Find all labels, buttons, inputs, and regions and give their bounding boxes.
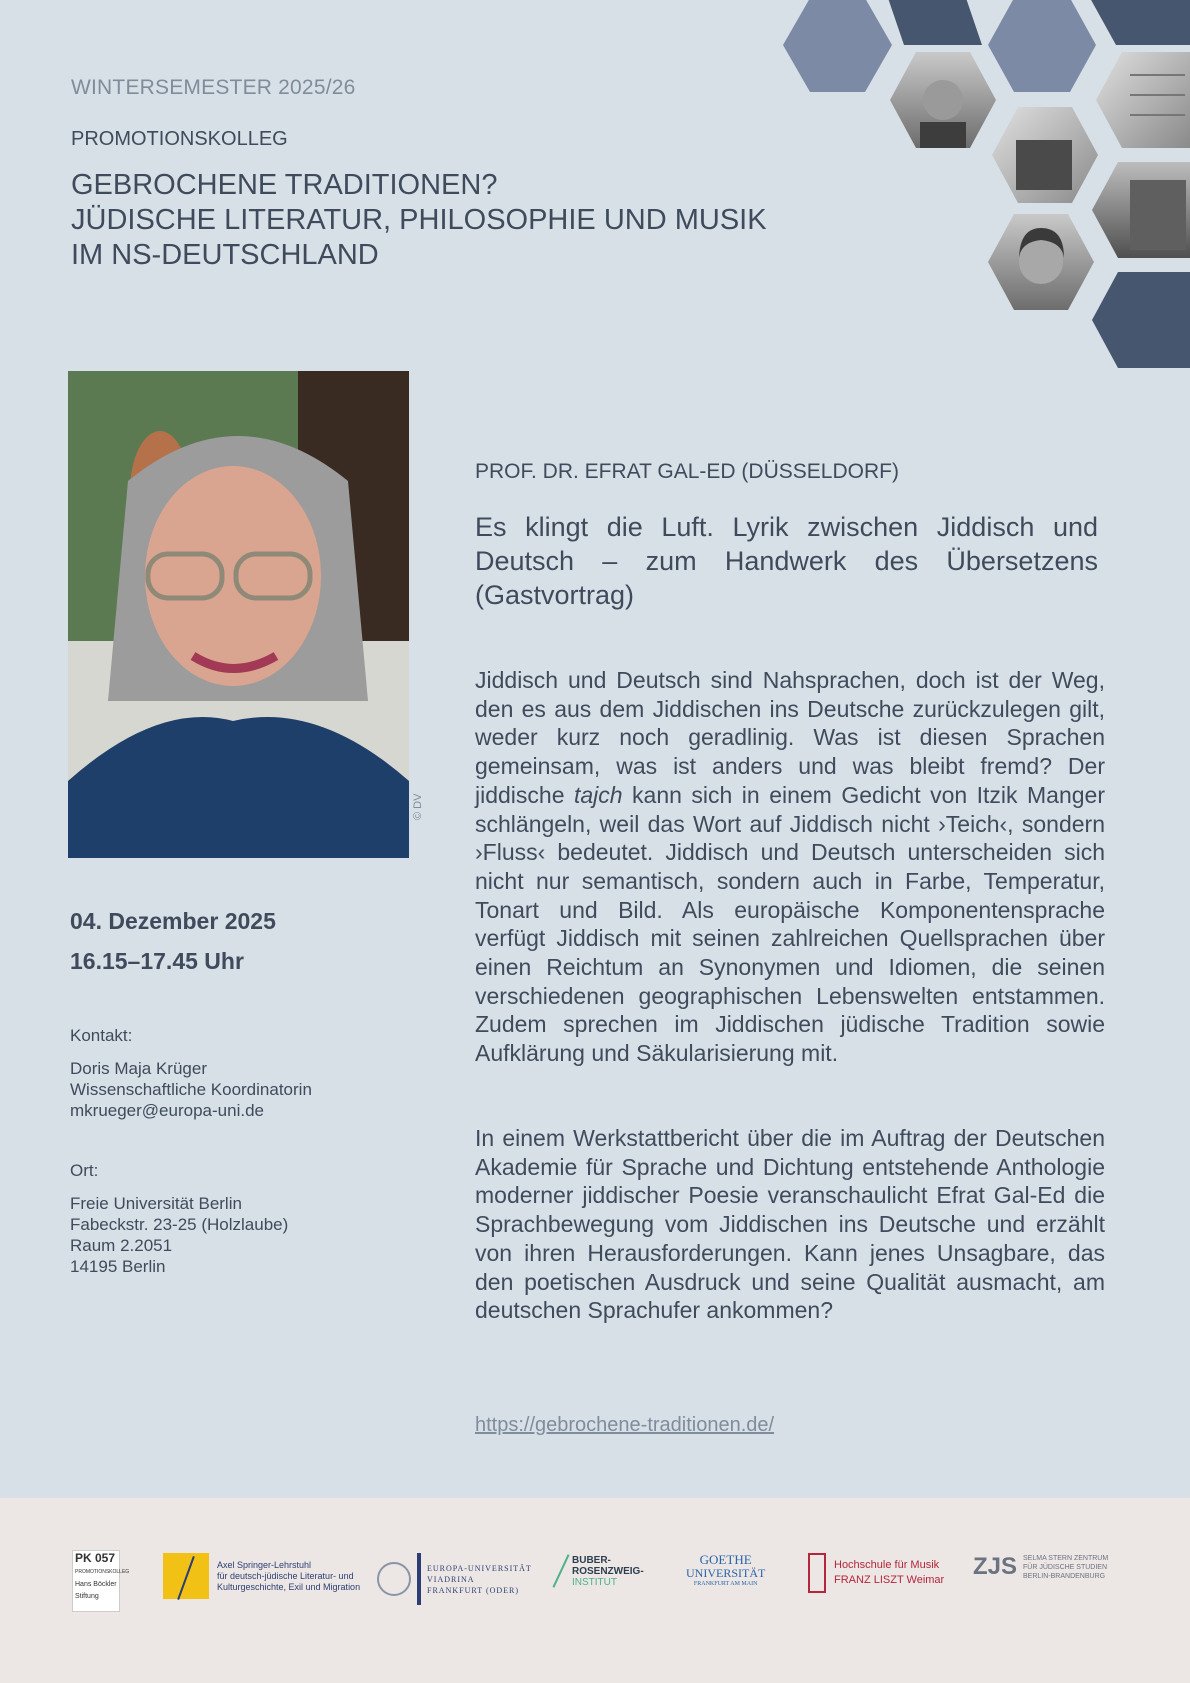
event-time: 16.15–17.45 Uhr	[70, 948, 244, 974]
abstract-p1-start: Jiddisch und Deutsch sind Nahsprachen, doch ist der Weg, den es aus dem Jiddischen ins Deutsche zurückzulegen gilt, weder kurz noch geradlinig. Was ist diesen Sprachen gemeinsam, was ist anders und was bleibt fremd? Der jiddische	[475, 667, 1105, 808]
photo-group-figures	[1016, 140, 1072, 190]
location-line-2: Fabeckstr. 23-25 (Holzlaube)	[70, 1215, 289, 1234]
buber-stroke	[552, 1554, 569, 1587]
hfm-mark-icon	[808, 1553, 826, 1593]
abstract-p1-emphasis: tajch	[573, 781, 623, 808]
hex-tile-light-1	[783, 0, 892, 92]
goethe-line-2: UNIVERSITÄT	[686, 1566, 766, 1580]
goethe-line-1: GOETHE	[699, 1552, 752, 1567]
pk-sub: PROMOTIONSKOLLEG	[75, 1569, 130, 1575]
contact-name: Doris Maja Krüger	[70, 1059, 207, 1078]
springer-line-3: Kulturgeschichte, Exil und Migration	[217, 1581, 361, 1592]
photo-credit: © DV	[412, 793, 424, 820]
speaker-name: PROF. DR. EFRAT GAL-ED (DÜSSELDORF)	[475, 460, 899, 483]
photo-face	[145, 466, 321, 686]
viadrina-logo	[377, 1553, 532, 1605]
viadrina-line-2: VIADRINA	[427, 1574, 475, 1584]
abstract-paragraph-1	[475, 666, 1105, 1068]
pk057-logo	[72, 1550, 130, 1612]
abstract-p1-end: kann sich in einem Gedicht von Itzik Manger schlängeln, weil das Wort auf Jiddisch nicht ›Teich‹, sondern ›Fluss‹ bedeutet. Jiddisch und Deutsch unterscheiden sich nicht nur semantisch, sondern auch in Farbe, Temperatur, Tonart und Bild. Als europäische Komponentensprache verfügt Jiddisch mit seinen zahlreichen Quellsprachen über einen Reichtum an Synonymen und Idiomen, die seinen verschiedenen geographischen Lebenswelten entstammen. Zudem sprechen im Jiddischen jüdische Tradition sowie Aufklärung und Säkularisierung mit.	[475, 781, 1105, 1067]
hexagon-photo-collage	[770, 0, 1190, 372]
hfm-line-1: Hochschule für Musik	[834, 1559, 940, 1571]
hex-tile-dark-3	[1092, 272, 1190, 368]
buber-rosenzweig-logo	[560, 1553, 644, 1589]
springer-line-2: für deutsch-jüdische Literatur- und	[217, 1570, 354, 1581]
contact-label: Kontakt:	[70, 1026, 133, 1045]
zjs-line-1: SELMA STERN ZENTRUM	[1023, 1554, 1109, 1562]
location-line-4: 14195 Berlin	[70, 1257, 166, 1276]
zjs-line-3: BERLIN-BRANDENBURG	[1023, 1572, 1106, 1580]
goethe-university-logo	[686, 1553, 765, 1588]
photo-man-face	[923, 80, 963, 120]
viadrina-bar	[417, 1553, 421, 1605]
pk-code: PK 057	[75, 1551, 116, 1565]
hex-tile-dark-1	[888, 0, 982, 45]
hfm-weimar-logo	[808, 1553, 944, 1593]
abstract-paragraph-2: In einem Werkstattbericht über die im Auftrag der Deutschen Akademie für Sprache und Dichtung entstehende Anthologie moderner jiddischer Poesie veranschaulicht Efrat Gal-Ed die Sprachbewegung vom Jiddischen ins Deutsche und erzählt von ihren Herausforderungen. Kann jenes Unsagbare, das den poetischen Ausdruck und seine Qualität ausmacht, am deutschen Sprachufer ankommen?	[475, 1125, 1105, 1324]
hfm-line-2: FRANZ LISZT Weimar	[834, 1574, 945, 1586]
springer-chair-logo	[163, 1553, 360, 1599]
talk-title: Es klingt die Luft. Lyrik zwischen Jiddisch und Deutsch – zum Handwerk des Übersetzens (Gastvortrag)	[475, 512, 1098, 610]
title-line-2: JÜDISCHE LITERATUR, PHILOSOPHIE UND MUSIK	[71, 204, 767, 236]
zjs-line-2: FÜR JÜDISCHE STUDIEN	[1023, 1563, 1108, 1571]
viadrina-line-3: FRANKFURT (ODER)	[427, 1585, 520, 1595]
semester-label: WINTERSEMESTER 2025/26	[71, 76, 356, 99]
location-line-1: Freie Universität Berlin	[70, 1194, 242, 1213]
selma-stern-zentrum-logo	[973, 1553, 1108, 1581]
kolleg-label: PROMOTIONSKOLLEG	[71, 128, 288, 150]
photo-woman-face	[1019, 240, 1063, 284]
springer-square-icon	[163, 1553, 209, 1599]
location-line-3: Raum 2.2051	[70, 1236, 173, 1255]
viadrina-seal-icon	[377, 1562, 411, 1596]
photo-library-shelves	[1130, 180, 1186, 250]
viadrina-line-1: EUROPA-UNIVERSITÄT	[427, 1563, 532, 1573]
goethe-line-3: FRANKFURT AM MAIN	[693, 1581, 758, 1587]
hex-photo-hebrew-document	[1096, 52, 1190, 148]
event-date: 04. Dezember 2025	[70, 908, 276, 934]
zjs-mark: ZJS	[973, 1553, 1018, 1580]
speaker-portrait-photo	[68, 371, 409, 858]
buber-line-3: INSTITUT	[572, 1576, 617, 1588]
title-line-3: IM NS-DEUTSCHLAND	[71, 239, 379, 271]
buber-line-1: BUBER-	[572, 1554, 611, 1566]
footer-logo-bar	[0, 1498, 1190, 1683]
hex-tile-dark-2	[1090, 0, 1190, 45]
contact-email[interactable]: mkrueger@europa-uni.de	[70, 1101, 264, 1120]
pk-foundation: Hans Böckler Stiftung	[75, 1581, 117, 1600]
contact-role: Wissenschaftliche Koordinatorin	[70, 1080, 312, 1099]
hex-tile-light-2	[988, 0, 1096, 92]
springer-line-1: Axel Springer-Lehrstuhl	[217, 1559, 312, 1570]
page-title	[71, 168, 767, 273]
title-line-1: GEBROCHENE TRADITIONEN?	[71, 169, 498, 201]
photo-man-suit	[920, 122, 966, 148]
website-link[interactable]: https://gebrochene-traditionen.de/	[475, 1414, 775, 1436]
location-label: Ort:	[70, 1161, 99, 1180]
buber-line-2: ROSENZWEIG-	[572, 1565, 644, 1577]
